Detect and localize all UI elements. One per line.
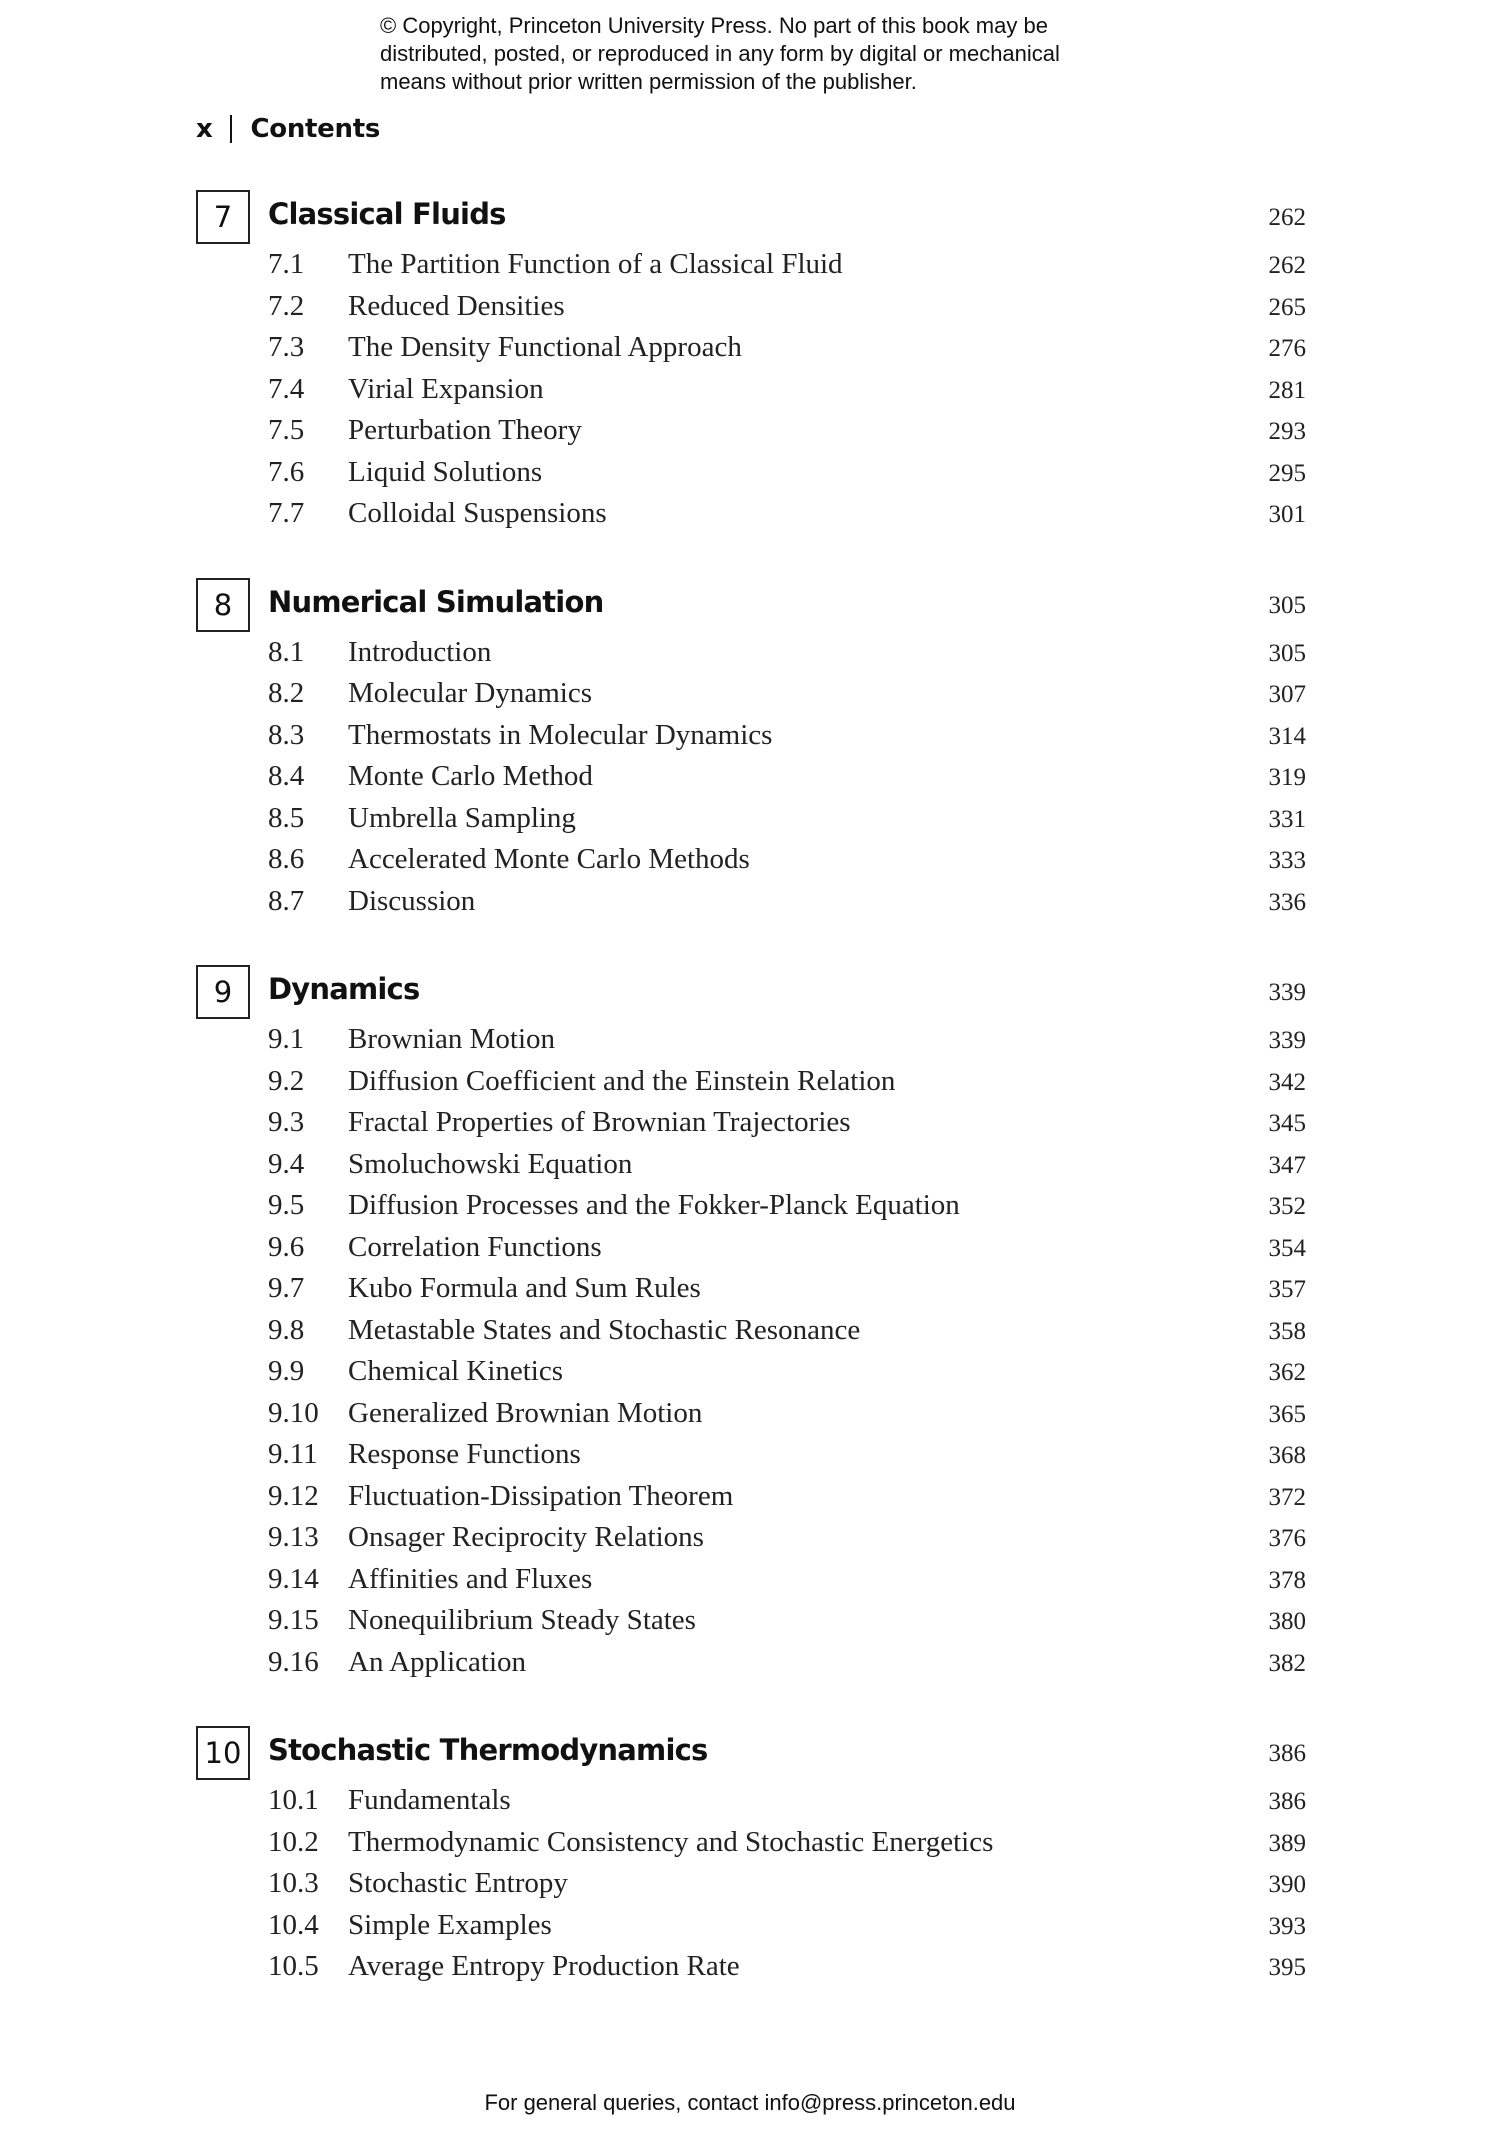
copyright-notice [380,12,1160,96]
toc-section[interactable] [196,1519,1306,1561]
section-page-number: 386 [1268,1788,1306,1815]
toc-section[interactable] [196,1948,1306,1990]
section-page-number: 376 [1268,1525,1306,1552]
chapter-heading[interactable] [196,965,1306,1021]
toc-section[interactable] [196,1395,1306,1437]
toc-section[interactable] [196,1644,1306,1686]
chapter-title: Numerical Simulation [268,584,604,619]
section-page-number: 378 [1268,1566,1306,1594]
section-number: 9.4 [268,1147,305,1180]
toc-section[interactable] [196,371,1306,413]
section-title: Diffusion Processes and the Fokker-Planck Equation [348,1189,960,1221]
section-page-number: 319 [1268,764,1306,791]
page-folio: x [196,114,213,144]
section-title: Accelerated Monte Carlo Methods [348,843,750,875]
toc-section[interactable] [196,1104,1306,1146]
section-title: Brownian Motion [348,1023,556,1055]
section-number: 9.9 [268,1355,305,1387]
toc-section[interactable] [196,329,1306,371]
chapter-number-box: 9 [196,965,250,1019]
section-title: Kubo Formula and Sum Rules [348,1272,701,1304]
section-page-number: 265 [1268,293,1306,321]
chapter-heading[interactable] [196,578,1306,634]
toc-section[interactable] [196,758,1306,800]
toc-section[interactable] [196,495,1306,537]
toc-section[interactable] [196,1436,1306,1478]
section-title: Diffusion Coefficient and the Einstein Relation [348,1064,896,1097]
section-title: Metastable States and Stochastic Resonance [348,1313,861,1346]
chapter-heading[interactable] [196,1726,1306,1782]
section-title: An Application [348,1645,527,1678]
section-title: Colloidal Suspensions [348,497,607,529]
section-title: Chemical Kinetics [348,1355,564,1387]
toc-section[interactable] [196,246,1306,288]
toc-section[interactable] [196,412,1306,454]
section-title: The Partition Function of a Classical Fluid [348,248,843,280]
section-title: Onsager Reciprocity Relations [348,1521,704,1553]
section-page-number: 352 [1268,1193,1306,1220]
section-number: 9.5 [268,1189,305,1221]
section-title: Thermostats in Molecular Dynamics [348,718,773,751]
toc-section[interactable] [196,1824,1306,1866]
toc-section[interactable] [196,288,1306,330]
section-title: Simple Examples [348,1908,552,1941]
section-number: 8.2 [268,677,305,709]
chapter-page-number: 386 [1268,1740,1306,1767]
section-page-number: 276 [1268,335,1306,362]
section-number: 7.3 [268,331,305,363]
toc-section[interactable] [196,1063,1306,1105]
toc-section[interactable] [196,1353,1306,1395]
section-page-number: 281 [1268,376,1306,404]
toc-section[interactable] [196,1229,1306,1271]
section-title: Fluctuation-Dissipation Theorem [348,1479,734,1512]
section-page-number: 368 [1268,1442,1306,1469]
section-number: 9.16 [268,1645,319,1678]
chapter-entry [196,578,1306,925]
section-page-number: 333 [1268,847,1306,874]
section-title: Response Functions [348,1438,581,1470]
toc-section[interactable] [196,675,1306,717]
chapter-entry [196,190,1306,537]
section-number: 8.1 [268,635,305,668]
section-page-number: 395 [1268,1954,1306,1981]
section-number: 9.14 [268,1562,319,1595]
toc-section[interactable] [196,454,1306,496]
section-number: 9.3 [268,1106,305,1138]
section-number: 9.6 [268,1230,305,1263]
section-page-number: 305 [1268,639,1306,667]
toc-section[interactable] [196,1865,1306,1907]
section-page-number: 389 [1268,1829,1306,1857]
section-title: Smoluchowski Equation [348,1147,633,1180]
section-page-number: 365 [1268,1400,1306,1428]
section-title: Nonequilibrium Steady States [348,1604,696,1636]
section-page-number: 295 [1268,459,1306,487]
toc-section[interactable] [196,1782,1306,1824]
chapter-number-box: 8 [196,578,250,632]
section-title: Average Entropy Production Rate [348,1950,740,1982]
section-title: Affinities and Fluxes [348,1562,593,1595]
section-title: The Density Functional Approach [348,331,742,363]
section-title: Generalized Brownian Motion [348,1396,703,1429]
section-number: 10.2 [268,1825,319,1858]
chapter-title: Stochastic Thermodynamics [268,1733,708,1767]
section-page-number: 393 [1268,1912,1306,1940]
section-page-number: 345 [1268,1110,1306,1137]
running-head-separator [230,115,232,143]
section-page-number: 331 [1268,805,1306,833]
section-page-number: 358 [1268,1317,1306,1345]
toc-section[interactable] [196,1270,1306,1312]
chapter-entry [196,965,1306,1685]
section-title: Liquid Solutions [348,455,543,488]
toc-section[interactable] [196,841,1306,883]
section-number: 8.4 [268,760,305,792]
section-number: 7.6 [268,455,305,488]
section-title: Thermodynamic Consistency and Stochastic Energetics [348,1825,994,1858]
chapter-page-number: 339 [1268,979,1306,1006]
section-number: 10.1 [268,1784,319,1816]
section-title: Virial Expansion [348,372,544,405]
section-number: 9.7 [268,1272,305,1304]
copyright-line: © Copyright, Princeton University Press. No part of this book may be [380,13,1048,38]
section-page-number: 357 [1268,1276,1306,1303]
copyright-line: distributed, posted, or reproduced in any form by digital or mechanical [380,41,1060,66]
section-title: Molecular Dynamics [348,677,593,709]
section-number: 7.7 [268,497,305,529]
section-page-number: 354 [1268,1234,1306,1262]
section-title: Correlation Functions [348,1230,602,1263]
section-number: 9.1 [268,1023,305,1055]
section-title: Perturbation Theory [348,414,582,446]
toc-section[interactable] [196,1602,1306,1644]
section-page-number: 336 [1268,888,1306,916]
section-title: Monte Carlo Method [348,760,593,792]
toc-section[interactable] [196,1478,1306,1520]
toc-section[interactable] [196,1907,1306,1949]
section-number: 8.6 [268,843,305,875]
section-page-number: 301 [1268,501,1306,528]
section-number: 9.8 [268,1313,305,1346]
section-number: 7.1 [268,248,305,280]
toc-section[interactable] [196,1187,1306,1229]
section-page-number: 339 [1268,1027,1306,1054]
section-number: 9.11 [268,1438,318,1470]
section-number: 7.4 [268,372,305,405]
section-page-number: 262 [1268,252,1306,279]
section-number: 9.15 [268,1604,319,1636]
section-title: Stochastic Entropy [348,1867,568,1899]
section-page-number: 314 [1268,722,1306,750]
section-number: 9.12 [268,1479,319,1512]
section-number: 10.5 [268,1950,319,1982]
section-number: 8.3 [268,718,305,751]
section-page-number: 342 [1268,1068,1306,1096]
chapter-number-box: 7 [196,190,250,244]
section-number: 7.5 [268,414,305,446]
toc-section[interactable] [196,1146,1306,1188]
section-number: 8.5 [268,801,305,834]
section-number: 10.4 [268,1908,319,1941]
section-page-number: 382 [1268,1649,1306,1677]
chapter-title: Dynamics [268,972,420,1006]
section-page-number: 372 [1268,1483,1306,1511]
section-page-number: 390 [1268,1871,1306,1898]
toc-section[interactable] [196,1312,1306,1354]
section-page-number: 293 [1268,418,1306,445]
section-page-number: 347 [1268,1151,1306,1179]
section-number: 8.7 [268,884,305,917]
toc-section[interactable] [196,634,1306,676]
running-head [196,114,380,144]
toc-section[interactable] [196,717,1306,759]
section-title: Fundamentals [348,1784,511,1816]
section-number: 10.3 [268,1867,319,1899]
toc-section[interactable] [196,1561,1306,1603]
chapter-number-box: 10 [196,1726,250,1780]
toc-section[interactable] [196,1021,1306,1063]
section-number: 7.2 [268,289,305,322]
section-page-number: 380 [1268,1608,1306,1635]
section-title: Umbrella Sampling [348,801,576,834]
chapter-title: Classical Fluids [268,197,506,231]
footer-contact: For general queries, contact info@press.princeton.edu [484,2090,1016,2115]
chapter-page-number: 305 [1268,591,1306,619]
chapter-heading[interactable] [196,190,1306,246]
running-head-title: Contents [250,114,381,144]
toc-section[interactable] [196,883,1306,925]
section-title: Fractal Properties of Brownian Trajectories [348,1106,851,1138]
chapter-entry [196,1726,1306,1990]
copyright-line: means without prior written permission of the publisher. [380,69,917,94]
section-number: 9.13 [268,1521,319,1553]
chapter-page-number: 262 [1268,204,1306,231]
toc-section[interactable] [196,800,1306,842]
section-title: Discussion [348,884,476,917]
section-number: 9.2 [268,1064,305,1097]
section-title: Reduced Densities [348,289,565,322]
section-title: Introduction [348,635,492,668]
section-page-number: 362 [1268,1359,1306,1386]
table-of-contents [196,190,1306,2031]
section-number: 9.10 [268,1396,319,1429]
section-page-number: 307 [1268,681,1306,708]
